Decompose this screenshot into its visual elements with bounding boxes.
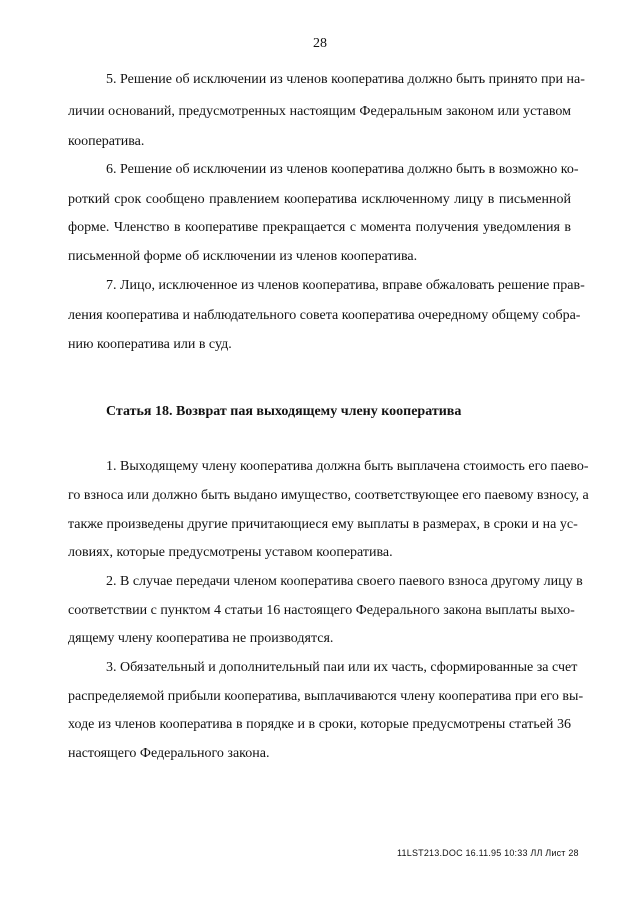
text-line: распределяемой прибыли кооператива, выплачиваются члену кооператива при его вы- [68,689,584,704]
article-heading: Статья 18. Возврат пая выходящему члену кооператива [106,404,462,419]
text-line: ления кооператива и наблюдательного совета кооператива очередному общему собра- [68,308,581,323]
text-line: дящему члену кооператива не производятся. [68,631,334,646]
text-line: 2. В случае передачи членом кооператива своего паевого взноса другому лицу в [106,574,583,589]
text-line: 1. Выходящему члену кооператива должна быть выплачена стоимость его паево- [106,459,589,474]
text-line: го взноса или должно быть выдано имущество, соответствующее его паевому взносу, а [68,488,589,503]
text-line: соответствии с пунктом 4 статьи 16 настоящего Федерального закона выплаты выхо- [68,603,575,618]
text-line: настоящего Федерального закона. [68,746,270,761]
text-line: письменной форме об исключении из членов кооператива. [68,249,418,264]
text-line: 5. Решение об исключении из членов кооператива должно быть принято при на- [106,72,585,87]
text-line: 6. Решение об исключении из членов кооператива должно быть в возможно ко- [106,162,579,177]
text-line: 3. Обязательный и дополнительный паи или их часть, сформированные за счет [106,660,578,675]
text-line: ловиях, которые предусмотрены уставом кооператива. [68,545,393,560]
text-line: форме. Членство в кооперативе прекращается с момента получения уведомления в [68,220,571,235]
text-line: кооператива. [68,134,145,149]
text-line: также произведены другие причитающиеся ему выплаты в размерах, в сроки и на ус- [68,517,578,532]
text-line: 7. Лицо, исключенное из членов кооператива, вправе обжаловать решение прав- [106,278,585,293]
text-line: личии оснований, предусмотренных настоящим Федеральным законом или уставом [68,104,571,119]
document-footer: 11LST213.DOC 16.11.95 10:33 ЛЛ Лист 28 [397,848,579,858]
page-number: 28 [313,36,327,51]
text-line: роткий срок сообщено правлением кооператива исключенному лицу в письменной [68,192,571,207]
text-line: ходе из членов кооператива в порядке и в сроки, которые предусмотрены статьей 36 [68,717,571,732]
text-line: нию кооператива или в суд. [68,337,232,352]
